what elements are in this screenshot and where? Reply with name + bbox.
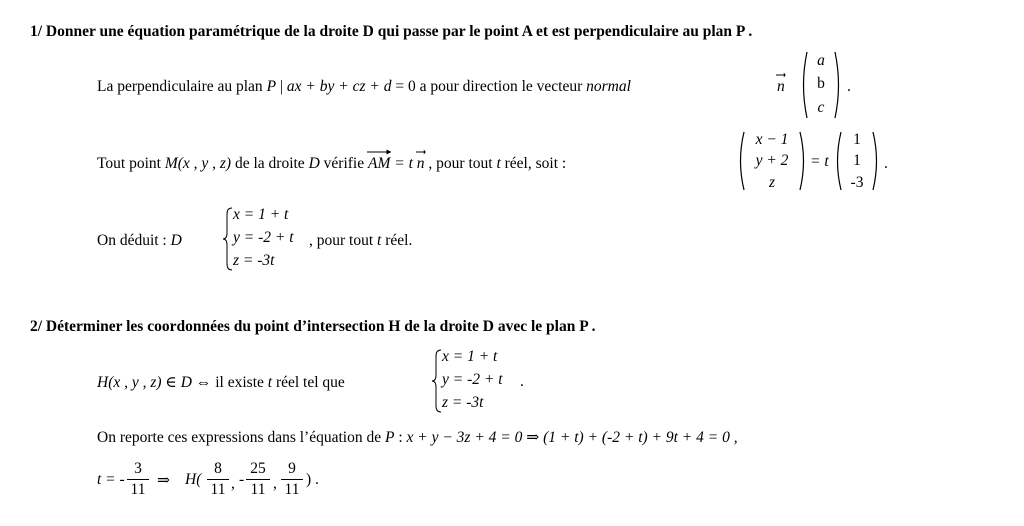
vector-component: 1 <box>853 131 861 148</box>
vector-n-components <box>834 130 880 192</box>
vector-am-components <box>737 130 807 192</box>
fraction-z <box>281 460 303 499</box>
comma: , <box>231 475 235 492</box>
q1-line-deduce <box>97 232 182 250</box>
text: ⇔ il existe <box>191 374 268 391</box>
point-h-close: ) . <box>306 471 319 488</box>
text: On déduit : <box>97 232 171 249</box>
vector-component: y + 2 <box>755 152 789 169</box>
numerator: 25 <box>250 460 266 477</box>
eq-t: = t <box>390 155 417 172</box>
plane-name: P <box>266 78 277 95</box>
comma: , <box>273 475 277 492</box>
vector-component: x − 1 <box>755 131 789 148</box>
parametric-system <box>432 348 532 414</box>
period: . <box>847 78 851 95</box>
q1-line-deduce-tail <box>309 232 412 250</box>
vector-n: n <box>417 155 425 173</box>
normal-word: normal <box>586 78 631 95</box>
denominator: 11 <box>284 481 300 498</box>
denominator: 11 <box>250 481 266 498</box>
minus-sign: - <box>239 471 245 488</box>
system-equation: z = -3t <box>442 394 484 411</box>
plane-equation: x + y − 3z + 4 = 0 ⇒ (1 + t) + (-2 + t) + 9t + 4 = 0 , <box>406 429 738 446</box>
system-equation: x = 1 + t <box>233 206 289 223</box>
parametric-system <box>223 206 313 272</box>
question-1-heading: 1/ Donner une équation paramétrique de la droite D qui passe par le point A et est perpendiculaire au plan P . <box>30 23 753 40</box>
numerator: 3 <box>134 460 142 477</box>
period: . <box>520 373 524 390</box>
vector-component: c <box>817 99 825 116</box>
text: réel. <box>381 232 413 249</box>
text: = 0 a pour direction le vecteur <box>391 78 587 95</box>
text: Tout point <box>97 155 165 172</box>
normal-vector-n: n <box>777 78 785 96</box>
system-equation: x = 1 + t <box>442 348 498 365</box>
point-m: M(x , y , z) <box>164 155 232 172</box>
normal-vector-components <box>800 50 842 120</box>
implies: ⇒ <box>157 472 170 489</box>
q2-line-substitute <box>97 428 738 447</box>
point-h-open: H( <box>185 471 202 488</box>
plane-equation: ax + by + cz + d <box>286 78 392 95</box>
eq-t-matrix: = t <box>810 153 829 170</box>
text: , pour tout <box>309 232 378 249</box>
text: On reporte ces expressions dans l’équation de <box>97 429 385 446</box>
plane-name: P <box>384 429 395 446</box>
text: réel tel que <box>272 374 345 391</box>
numerator: 8 <box>214 460 222 477</box>
text: de la droite <box>231 155 309 172</box>
text: | <box>276 78 287 95</box>
system-equation: y = -2 + t <box>442 371 503 388</box>
system-equation: y = -2 + t <box>233 229 294 246</box>
t-equals: t = - <box>97 471 125 488</box>
vector-component: -3 <box>850 174 864 191</box>
fraction-x <box>207 460 229 499</box>
denominator: 11 <box>210 481 226 498</box>
line-d: D <box>308 155 320 172</box>
vector-component: z <box>768 174 776 191</box>
line-d: D <box>170 232 182 249</box>
text: La perpendiculaire au plan <box>97 78 267 95</box>
param-t: t <box>267 374 273 391</box>
text: réel, soit : <box>500 155 567 172</box>
vector-am: AM <box>368 155 390 173</box>
param-t: t <box>496 155 501 172</box>
denominator: 11 <box>130 481 146 498</box>
numerator: 9 <box>288 460 296 477</box>
fraction-t <box>127 460 149 499</box>
point-h: H(x , y , z) ∈ D <box>97 374 192 391</box>
text: : <box>394 429 407 446</box>
vector-component: 1 <box>853 152 861 169</box>
q1-line-plane-normal <box>97 78 631 96</box>
vector-component: a <box>817 52 825 69</box>
q1-line-point-m <box>97 155 566 173</box>
text: , pour tout <box>424 155 497 172</box>
vector-component: b <box>817 75 825 92</box>
param-t: t <box>377 232 382 249</box>
text: vérifie <box>319 155 368 172</box>
question-2-heading: 2/ Déterminer les coordonnées du point d’intersection H de la droite D avec le plan P . <box>30 318 596 335</box>
fraction-y <box>246 460 270 499</box>
system-equation: z = -3t <box>233 252 275 269</box>
period: . <box>884 155 888 172</box>
q2-line-h <box>97 373 345 392</box>
